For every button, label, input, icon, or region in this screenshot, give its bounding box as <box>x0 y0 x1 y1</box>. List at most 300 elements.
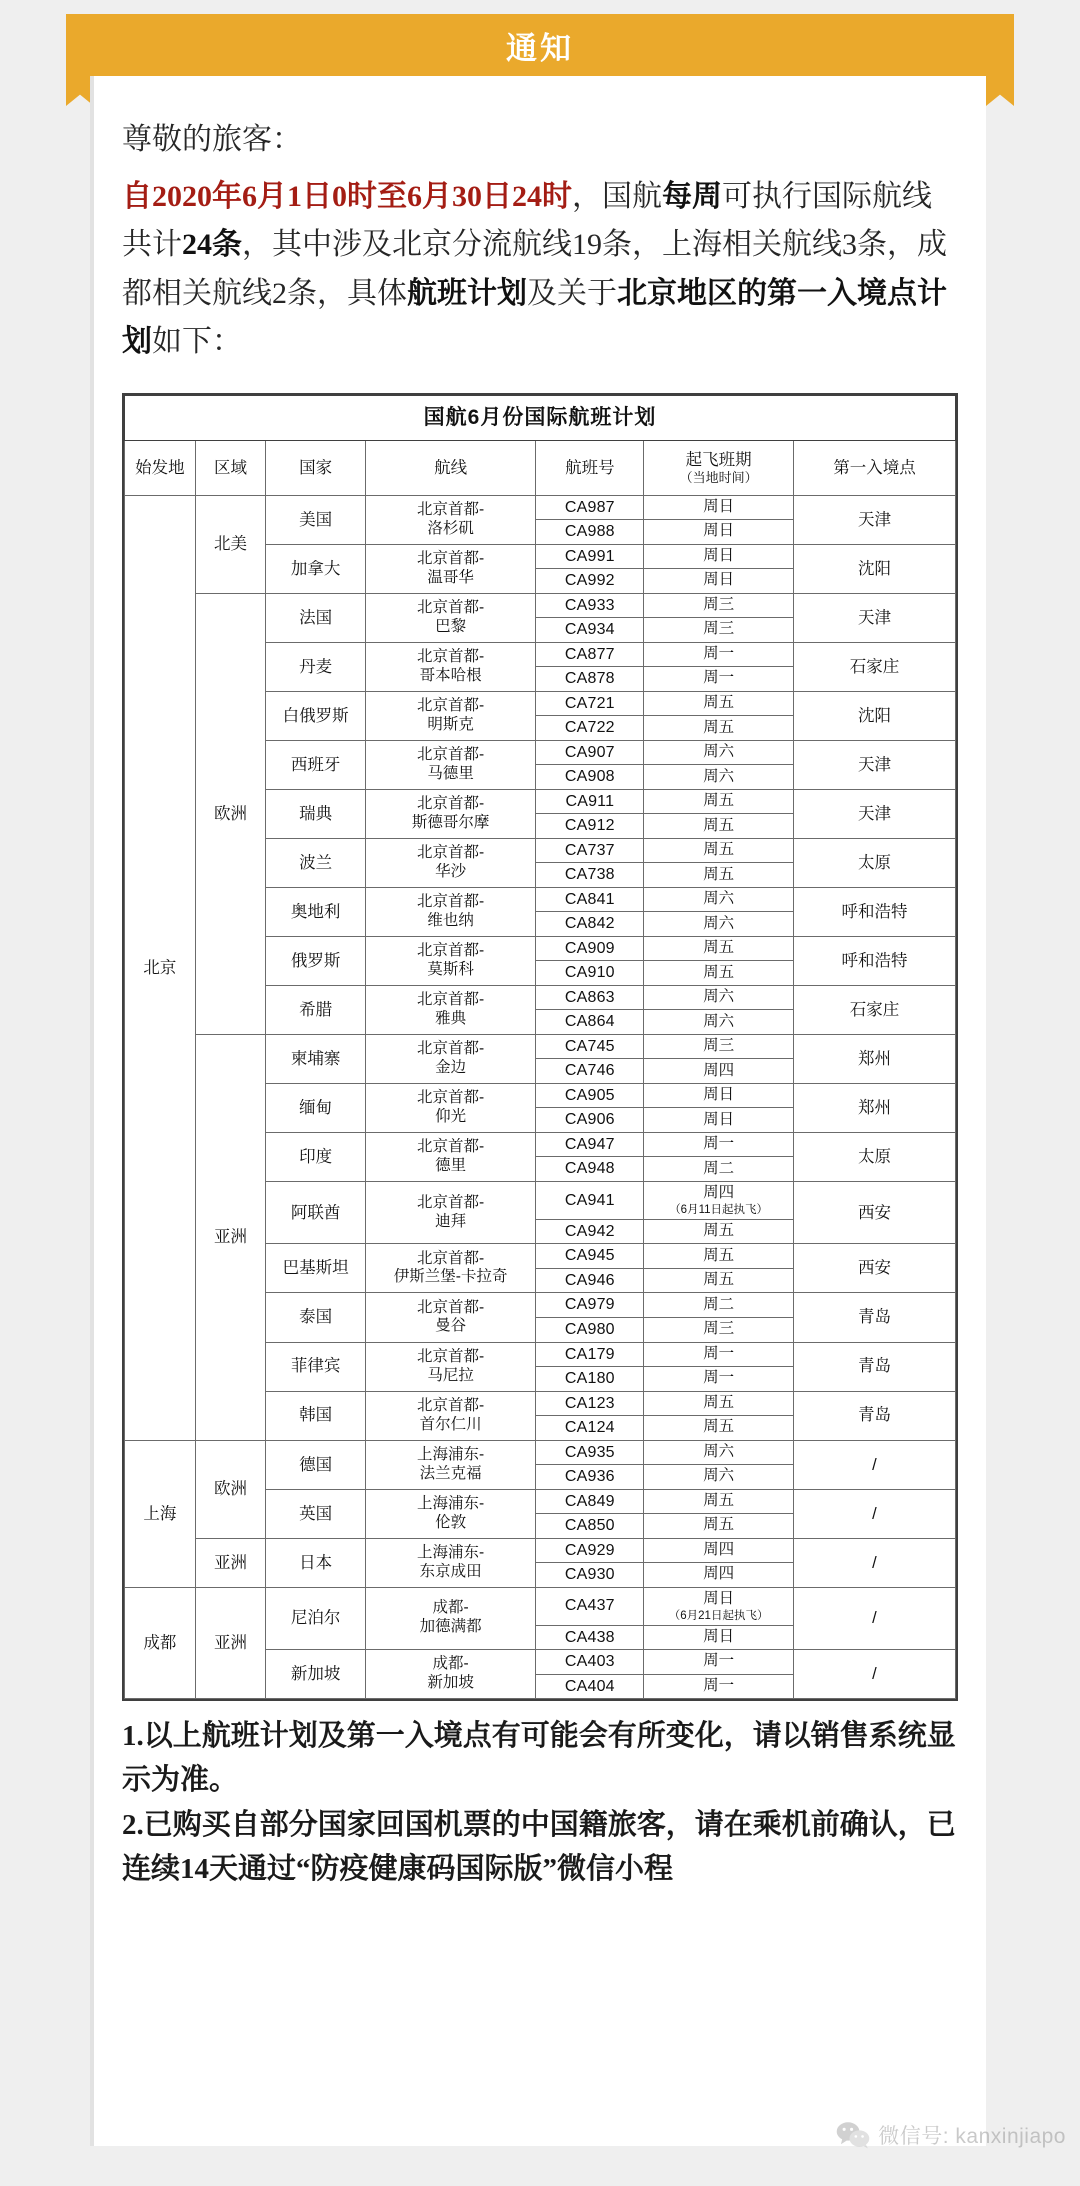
cell-route <box>365 740 535 789</box>
departure-day-value: 周五 <box>703 792 735 810</box>
cell-route <box>365 1538 535 1587</box>
salutation: 尊敬的旅客： <box>122 123 302 156</box>
cell-departure-day <box>644 593 794 618</box>
route-line-1: 北京首都- <box>417 1138 485 1156</box>
cell-route <box>365 1587 535 1649</box>
departure-day-value: 周二 <box>703 1159 735 1177</box>
cell-flight-number: CA910 <box>536 961 644 986</box>
cell-first-entry: 天津 <box>793 593 955 642</box>
route-line-1: 北京首都- <box>417 1347 485 1365</box>
departure-day-value: 周六 <box>703 1467 735 1485</box>
col-header-flight-no: 航班号 <box>536 440 644 495</box>
route-line-2: 雅典 <box>435 1009 467 1027</box>
intro-text-3: 可执行国际航线共计 <box>122 179 932 262</box>
cell-departure-day <box>644 765 794 790</box>
departure-day-value: 周五 <box>703 1516 735 1534</box>
cell-first-entry: 天津 <box>793 789 955 838</box>
cell-country: 希腊 <box>266 985 366 1034</box>
departure-day-value: 周二 <box>703 1295 735 1313</box>
cell-departure-day <box>644 1132 794 1157</box>
route-line-1: 上海浦东- <box>417 1445 485 1463</box>
route-line-1: 北京首都- <box>417 696 485 714</box>
cell-country: 丹麦 <box>266 642 366 691</box>
departure-day-value: 周三 <box>703 620 735 638</box>
departure-day-value: 周日 <box>703 497 735 515</box>
cell-flight-number: CA980 <box>536 1317 644 1342</box>
cell-flight-number: CA403 <box>536 1650 644 1675</box>
cell-departure-day <box>644 544 794 569</box>
table-head <box>125 395 956 495</box>
departure-day-value: 周六 <box>703 988 735 1006</box>
cell-departure-day <box>644 1367 794 1392</box>
cell-departure-day <box>644 1650 794 1675</box>
departure-day-value: 周五 <box>703 1418 735 1436</box>
route-line-1: 成都- <box>432 1655 469 1673</box>
footer-notes <box>122 1715 958 1891</box>
cell-flight-number: CA438 <box>536 1625 644 1650</box>
cell-route <box>365 642 535 691</box>
cell-route <box>365 1182 535 1244</box>
cell-departure-day <box>644 1083 794 1108</box>
cell-departure-day <box>644 887 794 912</box>
cell-departure-day <box>644 642 794 667</box>
intro-bold-weekly: 每周 <box>662 179 722 213</box>
route-line-2: 伦敦 <box>435 1513 467 1531</box>
cell-country: 新加坡 <box>266 1650 366 1699</box>
departure-day-value: 周日 <box>703 522 735 540</box>
cell-route <box>365 1132 535 1181</box>
departure-day-value: 周四 <box>703 1184 735 1201</box>
table-row <box>125 1440 956 1465</box>
intro-text-5: 及关于 <box>527 276 617 310</box>
departure-day-value: 周五 <box>703 718 735 736</box>
cell-first-entry: 呼和浩特 <box>793 936 955 985</box>
cell-first-entry: 郑州 <box>793 1034 955 1083</box>
intro-text-1: ， <box>572 179 602 213</box>
col-header-first-entry: 第一入境点 <box>793 440 955 495</box>
col-header-departure-days-main: 起飞班期 <box>685 450 752 469</box>
table-row <box>125 593 956 618</box>
departure-day-value: 周一 <box>703 1369 735 1387</box>
cell-country: 西班牙 <box>266 740 366 789</box>
cell-departure-day <box>644 936 794 961</box>
cell-departure-day <box>644 1538 794 1563</box>
cell-departure-day <box>644 740 794 765</box>
cell-origin: 北京 <box>125 495 196 1440</box>
intro-text-6: 如下： <box>152 325 242 359</box>
departure-day-value: 周日 <box>703 1110 735 1128</box>
cell-departure-day <box>644 1059 794 1084</box>
cell-region: 欧洲 <box>195 593 266 1034</box>
cell-route <box>365 1440 535 1489</box>
col-header-route: 航线 <box>365 440 535 495</box>
cell-route <box>365 1034 535 1083</box>
cell-flight-number: CA934 <box>536 618 644 643</box>
cell-flight-number: CA878 <box>536 667 644 692</box>
intro-bold-entry: 北京地区的第一入境点计划 <box>122 276 947 359</box>
departure-day-value: 周一 <box>703 1135 735 1153</box>
cell-flight-number: CA912 <box>536 814 644 839</box>
route-line-2: 加德满都 <box>419 1618 482 1636</box>
cell-flight-number: CA911 <box>536 789 644 814</box>
departure-day-value: 周六 <box>703 914 735 932</box>
cell-departure-day <box>644 814 794 839</box>
page-title: 通知 <box>506 30 574 66</box>
cell-flight-number: CA850 <box>536 1514 644 1539</box>
departure-day-value: 周五 <box>703 1491 735 1509</box>
cell-flight-number: CA877 <box>536 642 644 667</box>
cell-departure-day <box>644 863 794 888</box>
departure-day-value: 周五 <box>703 1246 735 1264</box>
departure-day-value: 周一 <box>703 644 735 662</box>
route-line-1: 北京首都- <box>417 794 485 812</box>
route-line-1: 北京首都- <box>417 647 485 665</box>
cell-departure-day <box>644 1244 794 1269</box>
cell-country: 波兰 <box>266 838 366 887</box>
cell-route <box>365 691 535 740</box>
route-line-1: 北京首都- <box>417 1298 485 1316</box>
route-line-1: 北京首都- <box>417 1396 485 1414</box>
cell-flight-number: CA863 <box>536 985 644 1010</box>
intro-body <box>122 173 958 367</box>
cell-flight-number: CA841 <box>536 887 644 912</box>
cell-first-entry: 天津 <box>793 740 955 789</box>
cell-first-entry: 青岛 <box>793 1293 955 1342</box>
content-card <box>94 76 986 2146</box>
cell-flight-number: CA907 <box>536 740 644 765</box>
col-header-country: 国家 <box>266 440 366 495</box>
departure-day-value: 周四 <box>703 1540 735 1558</box>
cell-departure-day <box>644 667 794 692</box>
route-line-1: 北京首都- <box>417 990 485 1008</box>
route-line-2: 明斯克 <box>427 715 474 733</box>
cell-country: 白俄罗斯 <box>266 691 366 740</box>
cell-departure-day <box>644 1219 794 1244</box>
route-line-1: 北京首都- <box>417 1040 485 1058</box>
cell-departure-day <box>644 1625 794 1650</box>
cell-first-entry: 太原 <box>793 838 955 887</box>
cell-departure-day <box>644 1342 794 1367</box>
cell-route <box>365 593 535 642</box>
cell-region: 北美 <box>195 495 266 593</box>
cell-route <box>365 1650 535 1699</box>
departure-day-value: 周四 <box>703 1565 735 1583</box>
departure-day-value: 周一 <box>703 1676 735 1694</box>
cell-departure-day <box>644 495 794 520</box>
route-line-1: 北京首都- <box>417 549 485 567</box>
cell-flight-number: CA909 <box>536 936 644 961</box>
departure-day-note: （6月11日起执飞） <box>669 1203 769 1216</box>
departure-day-value: 周五 <box>703 693 735 711</box>
cell-departure-day <box>644 1563 794 1588</box>
departure-day-value: 周六 <box>703 767 735 785</box>
cell-first-entry: 太原 <box>793 1132 955 1181</box>
cell-flight-number: CA942 <box>536 1219 644 1244</box>
cell-departure-day <box>644 1317 794 1342</box>
route-line-1: 北京首都- <box>417 500 485 518</box>
departure-day-value: 周日 <box>703 571 735 589</box>
route-line-1: 北京首都- <box>417 843 485 861</box>
departure-day-value: 周六 <box>703 743 735 761</box>
route-line-1: 上海浦东- <box>417 1543 485 1561</box>
cell-country: 印度 <box>266 1132 366 1181</box>
cell-first-entry: / <box>793 1440 955 1489</box>
route-line-2: 伊斯兰堡-卡拉奇 <box>393 1268 508 1286</box>
cell-departure-day <box>644 1514 794 1539</box>
cell-flight-number: CA935 <box>536 1440 644 1465</box>
cell-departure-day <box>644 569 794 594</box>
cell-flight-number: CA180 <box>536 1367 644 1392</box>
intro-bold-count: 24条 <box>182 228 242 262</box>
cell-departure-day <box>644 912 794 937</box>
route-line-2: 东京成田 <box>419 1562 482 1580</box>
cell-first-entry: 青岛 <box>793 1342 955 1391</box>
cell-flight-number: CA908 <box>536 765 644 790</box>
cell-flight-number: CA905 <box>536 1083 644 1108</box>
cell-flight-number: CA948 <box>536 1157 644 1182</box>
route-line-2: 巴黎 <box>435 617 467 635</box>
departure-day-value: 周日 <box>703 1589 735 1607</box>
cell-route <box>365 1342 535 1391</box>
route-line-2: 首尔仁川 <box>419 1415 482 1433</box>
departure-day-value: 周日 <box>703 1627 735 1645</box>
cell-country: 奥地利 <box>266 887 366 936</box>
cell-origin: 上海 <box>125 1440 196 1587</box>
cell-first-entry: 郑州 <box>793 1083 955 1132</box>
cell-first-entry: 青岛 <box>793 1391 955 1440</box>
header-banner <box>66 14 1014 76</box>
cell-route <box>365 1489 535 1538</box>
cell-departure-day <box>644 1108 794 1133</box>
departure-day-value: 周五 <box>703 816 735 834</box>
cell-flight-number: CA404 <box>536 1674 644 1699</box>
departure-day-value: 周三 <box>703 595 735 613</box>
cell-departure-day <box>644 1587 794 1625</box>
route-line-2: 新加坡 <box>427 1674 474 1692</box>
intro-text-4: ，其中涉及北京分流航线19条，上海相关航线3条，成都相关航线2条，具体 <box>122 228 947 310</box>
route-line-2: 迪拜 <box>435 1212 467 1230</box>
cell-flight-number: CA738 <box>536 863 644 888</box>
cell-route <box>365 887 535 936</box>
cell-flight-number: CA906 <box>536 1108 644 1133</box>
cell-country: 法国 <box>266 593 366 642</box>
route-line-2: 马德里 <box>427 764 474 782</box>
cell-flight-number: CA933 <box>536 593 644 618</box>
cell-departure-day <box>644 1416 794 1441</box>
cell-departure-day <box>644 1465 794 1490</box>
departure-day-value: 周六 <box>703 1012 735 1030</box>
departure-day-value: 周日 <box>703 546 735 564</box>
cell-country: 缅甸 <box>266 1083 366 1132</box>
cell-country: 俄罗斯 <box>266 936 366 985</box>
intro-bold-plan: 航班计划 <box>407 276 527 310</box>
cell-country: 韩国 <box>266 1391 366 1440</box>
cell-route <box>365 936 535 985</box>
departure-day-value: 周五 <box>703 963 735 981</box>
departure-day-value: 周五 <box>703 1393 735 1411</box>
table-title-row <box>125 395 956 440</box>
route-line-1: 上海浦东- <box>417 1494 485 1512</box>
cell-departure-day <box>644 1182 794 1220</box>
cell-flight-number: CA946 <box>536 1268 644 1293</box>
cell-departure-day <box>644 1034 794 1059</box>
flight-schedule-table <box>124 395 956 1699</box>
cell-country: 泰国 <box>266 1293 366 1342</box>
table-row <box>125 495 956 520</box>
departure-day-value: 周三 <box>703 1320 735 1338</box>
cell-first-entry: 沈阳 <box>793 691 955 740</box>
cell-departure-day <box>644 716 794 741</box>
cell-departure-day <box>644 961 794 986</box>
route-line-1: 北京首都- <box>417 941 485 959</box>
route-line-2: 哥本哈根 <box>419 666 482 684</box>
route-line-1: 成都- <box>432 1599 469 1617</box>
cell-departure-day <box>644 1391 794 1416</box>
cell-country: 英国 <box>266 1489 366 1538</box>
route-line-1: 北京首都- <box>417 745 485 763</box>
departure-day-value: 周一 <box>703 669 735 687</box>
table-row <box>125 1587 956 1625</box>
cell-first-entry: / <box>793 1489 955 1538</box>
cell-region: 亚洲 <box>195 1538 266 1587</box>
cell-country: 美国 <box>266 495 366 544</box>
cell-flight-number: CA722 <box>536 716 644 741</box>
departure-day-value: 周一 <box>703 1652 735 1670</box>
cell-first-entry: / <box>793 1650 955 1699</box>
cell-country: 瑞典 <box>266 789 366 838</box>
route-line-1: 北京首都- <box>417 1193 485 1211</box>
flight-schedule-table-wrapper <box>122 393 958 1701</box>
cell-first-entry: 沈阳 <box>793 544 955 593</box>
cell-region: 亚洲 <box>195 1587 266 1698</box>
cell-flight-number: CA941 <box>536 1182 644 1220</box>
cell-route <box>365 1391 535 1440</box>
cell-departure-day <box>644 1489 794 1514</box>
cell-flight-number: CA849 <box>536 1489 644 1514</box>
departure-day-value: 周三 <box>703 1037 735 1055</box>
route-line-2: 仰光 <box>435 1107 467 1125</box>
col-header-departure-days <box>644 440 794 495</box>
departure-day-value: 周一 <box>703 1344 735 1362</box>
cell-flight-number: CA988 <box>536 520 644 545</box>
note-1: 1.以上航班计划及第一入境点有可能会有所变化，请以销售系统显示为准。 <box>122 1720 956 1796</box>
cell-departure-day <box>644 618 794 643</box>
col-header-departure-days-sub: （当地时间） <box>679 469 758 485</box>
header-ribbon <box>66 14 1014 76</box>
cell-route <box>365 544 535 593</box>
departure-day-value: 周五 <box>703 1271 735 1289</box>
cell-first-entry: / <box>793 1587 955 1649</box>
route-line-2: 金边 <box>435 1058 467 1076</box>
cell-route <box>365 1293 535 1342</box>
route-line-2: 斯德哥尔摩 <box>411 813 490 831</box>
departure-day-value: 周四 <box>703 1061 735 1079</box>
departure-day-value: 周六 <box>703 890 735 908</box>
table-row <box>125 1034 956 1059</box>
route-line-2: 维也纳 <box>427 911 474 929</box>
departure-day-value: 周日 <box>703 1086 735 1104</box>
cell-region: 亚洲 <box>195 1034 266 1440</box>
cell-region: 欧洲 <box>195 1440 266 1538</box>
route-line-2: 温哥华 <box>427 568 474 586</box>
watermark-text: 微信号: kanxinjiapo <box>878 2125 1066 2148</box>
cell-flight-number: CA746 <box>536 1059 644 1084</box>
departure-day-value: 周六 <box>703 1442 735 1460</box>
cell-route <box>365 985 535 1034</box>
intro-paragraph <box>122 116 958 367</box>
intro-highlight-period: 自2020年6月1日0时至6月30日24时 <box>122 179 572 213</box>
cell-flight-number: CA987 <box>536 495 644 520</box>
cell-country: 巴基斯坦 <box>266 1244 366 1293</box>
cell-first-entry: / <box>793 1538 955 1587</box>
route-line-1: 北京首都- <box>417 1249 485 1267</box>
cell-flight-number: CA123 <box>536 1391 644 1416</box>
table-header-row <box>125 440 956 495</box>
intro-text-2: 国航 <box>602 179 662 213</box>
cell-flight-number: CA929 <box>536 1538 644 1563</box>
cell-departure-day <box>644 838 794 863</box>
table-row <box>125 1538 956 1563</box>
cell-flight-number: CA930 <box>536 1563 644 1588</box>
route-line-2: 马尼拉 <box>427 1366 474 1384</box>
route-line-2: 莫斯科 <box>427 960 474 978</box>
cell-first-entry: 天津 <box>793 495 955 544</box>
cell-route <box>365 1083 535 1132</box>
route-line-1: 北京首都- <box>417 598 485 616</box>
cell-departure-day <box>644 1268 794 1293</box>
cell-flight-number: CA864 <box>536 1010 644 1035</box>
route-line-1: 北京首都- <box>417 892 485 910</box>
cell-flight-number: CA991 <box>536 544 644 569</box>
cell-flight-number: CA179 <box>536 1342 644 1367</box>
cell-departure-day <box>644 1293 794 1318</box>
cell-country: 菲律宾 <box>266 1342 366 1391</box>
cell-origin: 成都 <box>125 1587 196 1698</box>
route-line-2: 曼谷 <box>435 1317 467 1335</box>
cell-route <box>365 495 535 544</box>
departure-day-value: 周五 <box>703 1222 735 1240</box>
cell-country: 日本 <box>266 1538 366 1587</box>
cell-flight-number: CA124 <box>536 1416 644 1441</box>
cell-departure-day <box>644 1010 794 1035</box>
cell-flight-number: CA936 <box>536 1465 644 1490</box>
cell-departure-day <box>644 1674 794 1699</box>
cell-flight-number: CA945 <box>536 1244 644 1269</box>
cell-route <box>365 789 535 838</box>
departure-day-value: 周五 <box>703 841 735 859</box>
cell-flight-number: CA992 <box>536 569 644 594</box>
cell-first-entry: 西安 <box>793 1182 955 1244</box>
cell-flight-number: CA737 <box>536 838 644 863</box>
cell-flight-number: CA842 <box>536 912 644 937</box>
cell-country: 尼泊尔 <box>266 1587 366 1649</box>
col-header-origin: 始发地 <box>125 440 196 495</box>
cell-country: 柬埔寨 <box>266 1034 366 1083</box>
col-header-region: 区域 <box>195 440 266 495</box>
departure-day-value: 周五 <box>703 865 735 883</box>
cell-departure-day <box>644 789 794 814</box>
cell-departure-day <box>644 520 794 545</box>
cell-flight-number: CA437 <box>536 1587 644 1625</box>
table-title: 国航6月份国际航班计划 <box>125 395 956 440</box>
cell-flight-number: CA745 <box>536 1034 644 1059</box>
cell-flight-number: CA979 <box>536 1293 644 1318</box>
route-line-2: 法兰克福 <box>419 1464 482 1482</box>
cell-first-entry: 西安 <box>793 1244 955 1293</box>
cell-flight-number: CA721 <box>536 691 644 716</box>
departure-day-note: （6月21日起执飞） <box>668 1609 769 1622</box>
cell-departure-day <box>644 1440 794 1465</box>
